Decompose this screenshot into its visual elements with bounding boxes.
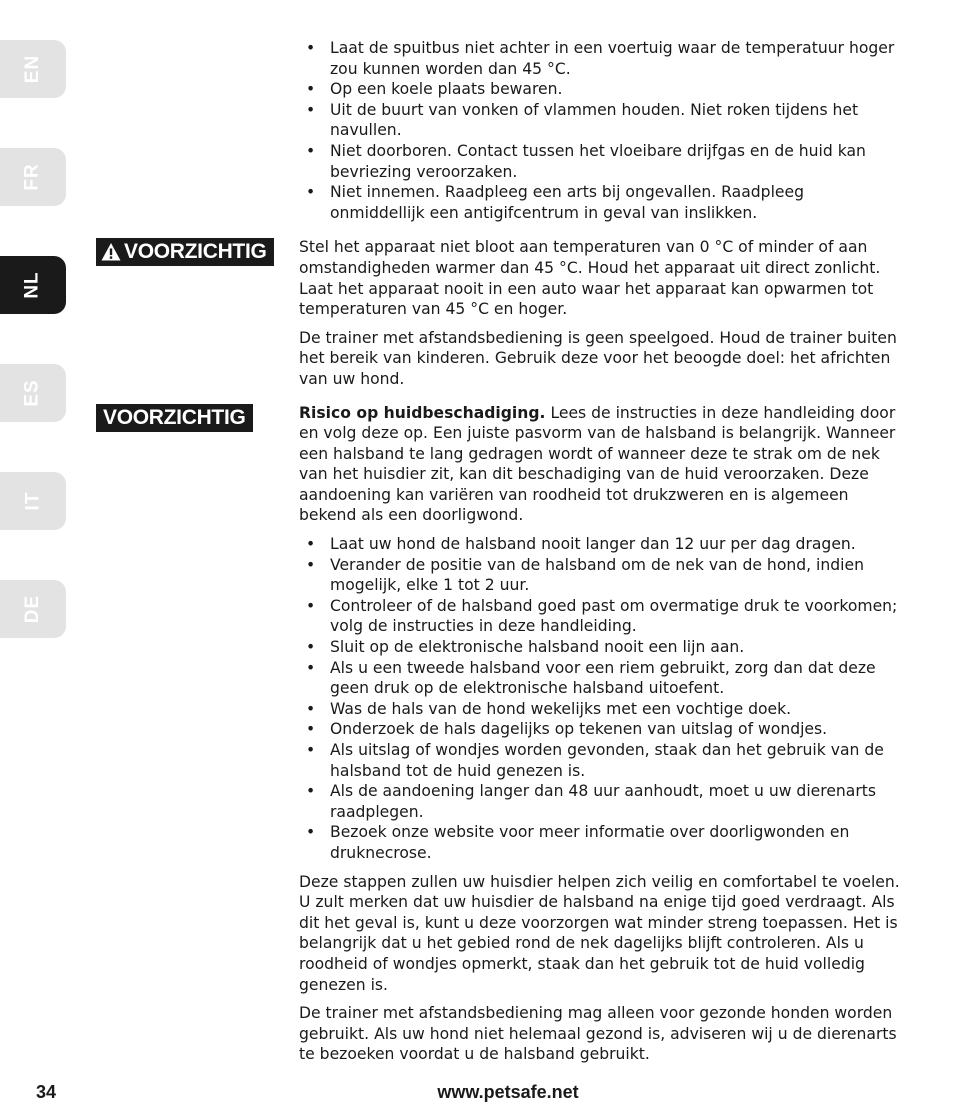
warning-triangle-icon [101,242,121,262]
bullet: • [306,596,316,615]
list-item [299,658,902,699]
language-tab-nl[interactable] [0,256,66,314]
list-item [299,822,902,863]
list-item-text: Als uitslag of wondjes worden gevonden, staak dan het gebruik van de halsband tot de huid genezen is. [330,741,884,780]
language-tab-fr[interactable] [0,148,66,206]
language-tab-de[interactable] [0,580,66,638]
tab-label: FR [21,163,43,191]
bullet: • [306,183,316,202]
tab-label: NL [21,271,43,299]
list-item-text: Bezoek onze website voor meer informatie over doorligwonden en druknecrose. [330,823,850,862]
caution-section-skin [103,403,902,1065]
list-item [299,781,902,822]
bullet: • [306,100,316,119]
list-item-text: Was de hals van de hond wekelijks met een vochtige doek. [330,699,792,718]
bullet: • [306,80,316,99]
bullet-list-skin [299,534,902,864]
bullet: • [306,741,316,759]
bullet: • [306,699,316,718]
bullet: • [306,39,316,57]
list-item-text: Laat de spuitbus niet achter in een voertuig waar de temperatuur hoger zou kunnen worden dan 45 °C. [330,39,895,78]
paragraph: De trainer met afstandsbediening is geen speelgoed. Houd de trainer buiten het bereik van kinderen. Gebruik deze voor het beoogde doel: het africhten van uw hond. [299,328,897,388]
bullet: • [306,720,316,739]
language-tab-es[interactable] [0,364,66,422]
bullet: • [306,535,316,554]
language-tab-it[interactable] [0,472,66,530]
list-item-text: Uit de buurt van vonken of vlammen houden. Niet roken tijdens het navullen. [330,100,859,140]
bullet: • [306,555,316,574]
lead-heading: Risico op huidbeschadiging. [299,403,546,422]
list-item-text: Als de aandoening langer dan 48 uur aanhoudt, moet u uw dierenarts raadplegen. [330,782,877,821]
caution-badge-label: VOORZICHTIG [124,240,267,264]
list-item [299,719,902,740]
intro-text: Lees de instructies in deze handleiding door en volg deze op. Een juiste pasvorm van de halsband is belangrijk. Wanneer een halsband te lang gedragen wordt of wanneer deze te strak om de nek van het huisdier zit, kan dit beschadiging van de huid veroorzaken. Deze aandoening kan variëren van roodheid tot drukzweren en is algemeen bekend als een doorligwond. [299,403,896,525]
list-item [299,534,902,555]
paragraph: Deze stappen zullen uw huisdier helpen zich veilig en comfortabel te voelen. U zult merken dat uw huisdier de halsband na enige tijd goed verdraagt. Als dit het geval is, kunt u deze voorzorgen wat minder streng toepassen. Het is belangrijk dat u het gebied rond de nek dagelijks blijft controleren. Als u roodheid of wondjes opmerkt, staak dan het gebruik tot de huid volledig genezen is. [299,872,900,994]
main-content [103,38,902,1073]
list-item [299,699,902,720]
list-item-text: Onderzoek de hals dagelijks op tekenen van uitslag of wondjes. [330,720,828,739]
bullet: • [306,823,316,842]
tab-label: EN [22,54,43,84]
caution-badge-with-warning [96,238,274,266]
paragraph: Stel het apparaat niet bloot aan temperaturen van 0 °C of minder of aan omstandigheden warmer dan 45 °C. Houd het apparaat uit direct zonlicht. Laat het apparaat nooit in een auto waar het apparaat kan opwarmen tot temperaturen van 45 °C en hoger. [299,238,881,319]
list-item [299,100,902,141]
list-item-text: Controleer of de halsband goed past om overmatige druk te voorkomen; volg de instructies in deze handleiding. [330,596,898,636]
list-item [299,79,902,100]
list-item [299,740,902,781]
tab-label: DE [22,594,43,624]
list-item-text: Verander de positie van de halsband om de nek van de hond, indien mogelijk, elke 1 tot 2 uur. [330,555,864,595]
paragraph: De trainer met afstandsbediening mag alleen voor gezonde honden worden gebruikt. Als uw hond niet helemaal gezond is, adviseren wij u de dierenarts te bezoeken voordat u de halsband gebruikt. [299,1004,897,1064]
list-item-text: Laat uw hond de halsband nooit langer dan 12 uur per dag dragen. [330,535,856,554]
bullet-list-aerosol [299,38,902,223]
caution-section-temperature [124,237,902,389]
tab-label: IT [21,491,43,511]
list-item [299,141,902,182]
language-tab-en[interactable] [0,40,66,98]
list-item-text: Op een koele plaats bewaren. [330,80,563,99]
list-item-text: Niet innemen. Raadpleeg een arts bij ongevallen. Raadpleeg onmiddellijk een antigifcentrum in geval van inslikken. [330,183,804,222]
page-number: 34 [36,1082,57,1102]
caution-badge-label: VOORZICHTIG [103,405,246,429]
list-item-text: Niet doorboren. Contact tussen het vloeibare drijfgas en de huid kan bevriezing veroorzaken. [330,141,866,181]
tab-label: ES [21,379,43,407]
caution-badge [96,404,253,432]
list-item [299,555,902,596]
bullet: • [306,658,316,677]
paragraph-intro [299,403,902,527]
website-url: www.petsafe.net [437,1082,579,1102]
list-item-text: Sluit op de elektronische halsband nooit een lijn aan. [330,638,745,657]
list-item [299,637,902,658]
list-item-text: Als u een tweede halsband voor een riem gebruikt, zorg dan dat deze geen druk op de elektronische halsband uitoefent. [330,658,876,698]
bullet: • [306,141,316,160]
list-item [299,182,902,223]
list-item [299,38,902,79]
list-item [299,596,902,637]
bullet: • [306,638,316,657]
bullet: • [306,782,316,801]
